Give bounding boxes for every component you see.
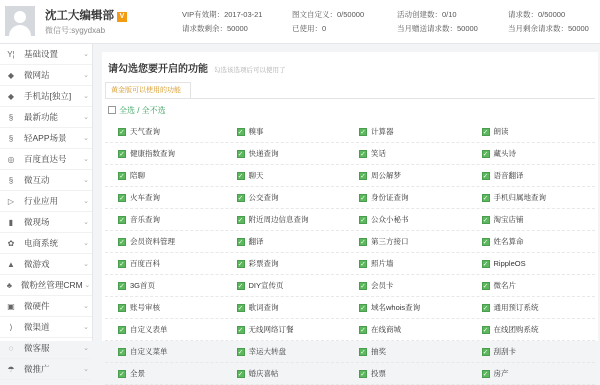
feature-label: 幸运大转盘	[248, 347, 286, 356]
feature-row	[105, 165, 595, 187]
sidebar-item-label: 基础设置	[24, 49, 59, 59]
sidebar-item[interactable]	[0, 191, 92, 212]
feature-label: 投票	[371, 369, 386, 378]
chevron-down-icon: ⌄	[83, 303, 89, 310]
checkbox-checked-icon[interactable]: ✓	[119, 128, 125, 136]
chevron-down-icon: ⌄	[83, 261, 89, 268]
feature-option[interactable]	[105, 165, 228, 186]
checkbox-checked-icon[interactable]: ✓	[237, 216, 244, 224]
sidebar-item-label: 微客服	[24, 343, 50, 353]
chevron-down-icon: ⌄	[83, 93, 89, 100]
sidebar-item-label: 微渠道	[24, 322, 50, 332]
checkbox-checked-icon[interactable]: ✓	[360, 172, 366, 180]
feature-label: 公众小秘书	[371, 215, 409, 224]
feature-row	[105, 363, 595, 385]
feature-row	[105, 275, 595, 297]
sidebar-item-label: 微硬件	[24, 301, 50, 311]
feature-option[interactable]	[105, 297, 228, 318]
chevron-down-icon: ⌄	[83, 72, 89, 79]
vip-badge-icon: V	[117, 12, 127, 22]
tab-gold-features[interactable]: 黄金版可以使用的功能	[105, 82, 191, 99]
feature-label: 手机归属地查询	[493, 193, 546, 202]
feature-option[interactable]	[473, 341, 596, 362]
stat-custom-replies: 图文自定义：0/50000	[292, 10, 365, 19]
checkbox-checked-icon[interactable]: ✓	[119, 282, 125, 290]
feature-row	[105, 187, 595, 209]
checkbox-checked-icon[interactable]: ✓	[237, 150, 244, 158]
feature-option[interactable]	[350, 341, 473, 362]
chevron-down-icon: ⌄	[83, 135, 89, 142]
checkbox-checked-icon[interactable]: ✓	[119, 304, 125, 312]
feature-option[interactable]	[473, 253, 596, 274]
select-all-toggle[interactable]	[108, 105, 166, 116]
checkbox-checked-icon[interactable]: ✓	[237, 370, 244, 378]
feature-label: 刮刮卡	[493, 347, 516, 356]
sidebar-item[interactable]	[0, 44, 92, 65]
feature-label: 快递查询	[248, 149, 279, 158]
feature-label: 火车查询	[130, 193, 160, 202]
sidebar-item-icon: ◎	[7, 154, 15, 164]
feature-row	[105, 231, 595, 253]
checkbox-checked-icon[interactable]: ✓	[482, 260, 489, 268]
sidebar-item-icon: ♣	[6, 280, 13, 290]
sidebar-item-icon: ▷	[7, 196, 15, 206]
feature-option[interactable]	[228, 231, 351, 252]
checkbox-checked-icon[interactable]: ✓	[237, 194, 244, 202]
feature-label: 账号审核	[130, 303, 160, 312]
feature-label: 身份证查询	[371, 193, 409, 202]
feature-option[interactable]	[228, 165, 351, 186]
chevron-down-icon: ⌄	[83, 240, 89, 247]
feature-label: RippleOS	[493, 259, 526, 268]
checkbox-checked-icon[interactable]: ✓	[482, 172, 489, 180]
stat-requests-left: 请求数剩余：50000	[182, 24, 248, 33]
sidebar-item-label: 百度直达号	[24, 154, 67, 164]
feature-label: 聊天	[248, 171, 264, 180]
feature-label: 姓名算命	[493, 237, 524, 246]
sidebar-item[interactable]	[0, 65, 92, 86]
feature-label: 域名whois查询	[371, 303, 421, 312]
sidebar-item[interactable]	[0, 86, 92, 107]
feature-option[interactable]	[350, 319, 473, 340]
account-name-wrap	[45, 7, 127, 23]
checkbox-checked-icon[interactable]: ✓	[482, 348, 489, 356]
chevron-down-icon: ⌄	[83, 177, 89, 184]
feature-label: 全景	[130, 369, 145, 378]
select-all-label: 全选 / 全不选	[119, 106, 166, 115]
checkbox-checked-icon[interactable]: ✓	[119, 194, 125, 202]
sidebar-item-icon: ◆	[7, 70, 15, 80]
checkbox-checked-icon[interactable]: ✓	[360, 238, 366, 246]
feature-option[interactable]	[105, 341, 228, 362]
sidebar-item-icon: ✿	[7, 238, 15, 248]
feature-option[interactable]	[473, 297, 596, 318]
checkbox-checked-icon[interactable]: ✓	[360, 304, 366, 312]
feature-label: 自定义菜单	[130, 347, 168, 356]
feature-option[interactable]	[473, 319, 596, 340]
feature-option[interactable]	[105, 253, 228, 274]
feature-option[interactable]	[105, 143, 228, 164]
feature-label: 婚庆喜帖	[248, 369, 279, 378]
stat-activities-created: 活动创建数：0/10	[397, 10, 457, 19]
sidebar-item[interactable]	[0, 317, 92, 338]
checkbox-checked-icon[interactable]: ✓	[119, 370, 125, 378]
sidebar-item-icon: ▣	[7, 301, 15, 311]
chevron-down-icon: ⌄	[83, 219, 89, 226]
feature-option[interactable]	[228, 253, 351, 274]
feature-option[interactable]	[105, 275, 228, 296]
feature-label: 陪聊	[130, 171, 145, 180]
sidebar-item-icon: ☂	[7, 364, 15, 374]
checkbox-checked-icon[interactable]: ✓	[360, 260, 366, 268]
feature-option[interactable]	[473, 143, 596, 164]
chevron-down-icon: ⌄	[84, 282, 91, 289]
checkbox-checked-icon[interactable]: ✓	[237, 282, 244, 290]
sidebar-item-label: 微互动	[24, 175, 50, 185]
checkbox-checked-icon[interactable]: ✓	[360, 348, 366, 356]
feature-option[interactable]	[228, 341, 351, 362]
feature-label: 公交查询	[248, 193, 279, 202]
sidebar-item-icon: §	[8, 175, 14, 185]
feature-option[interactable]	[105, 187, 228, 208]
feature-option[interactable]	[473, 209, 596, 230]
chevron-down-icon: ⌄	[83, 324, 89, 331]
feature-option[interactable]	[350, 231, 473, 252]
feature-label: 周公解梦	[371, 171, 401, 180]
tab-divider	[105, 98, 595, 99]
chevron-down-icon: ⌄	[83, 114, 89, 121]
feature-row	[105, 341, 595, 363]
feature-option[interactable]	[350, 209, 473, 230]
feature-option[interactable]	[350, 275, 473, 296]
stat-requests: 请求数：0/50000	[508, 10, 566, 19]
feature-label: 无线网络订餐	[248, 325, 294, 334]
feature-label: 糗事	[248, 127, 264, 136]
sidebar-item-label: 最新功能	[24, 112, 59, 122]
feature-label: DIY宣传页	[248, 281, 284, 290]
stat-monthly-remaining: 当月剩余请求数：50000	[508, 24, 589, 33]
feature-option[interactable]	[228, 187, 351, 208]
wechat-id: 微信号:sygydxab	[45, 26, 106, 35]
sidebar-item-label: 电商系统	[24, 238, 59, 248]
sidebar-item-label: 微游戏	[24, 259, 50, 269]
feature-option[interactable]	[228, 363, 351, 384]
checkbox-checked-icon[interactable]: ✓	[482, 128, 489, 136]
checkbox-checked-icon[interactable]: ✓	[360, 370, 366, 378]
feature-option[interactable]	[228, 121, 351, 142]
feature-label: 第三方接口	[371, 237, 409, 246]
sidebar-item-icon: §	[8, 133, 14, 143]
sidebar-item-label: 微粉丝管理CRM	[20, 280, 83, 290]
feature-option[interactable]	[105, 231, 228, 252]
feature-label: 天气查询	[130, 127, 160, 136]
avatar-body-shape	[9, 25, 31, 41]
checkbox-checked-icon[interactable]: ✓	[119, 260, 125, 268]
feature-row	[105, 143, 595, 165]
feature-label: 歌词查询	[248, 303, 279, 312]
chevron-down-icon: ⌄	[83, 51, 89, 58]
feature-option[interactable]	[350, 297, 473, 318]
feature-option[interactable]	[228, 297, 351, 318]
feature-label: 翻译	[248, 237, 264, 246]
checkbox-checked-icon[interactable]: ✓	[482, 370, 489, 378]
checkbox-checked-icon[interactable]: ✓	[237, 172, 244, 180]
feature-option[interactable]	[350, 253, 473, 274]
feature-grid	[105, 121, 595, 385]
feature-option[interactable]	[228, 143, 351, 164]
feature-option[interactable]	[105, 319, 228, 340]
feature-option[interactable]	[473, 275, 596, 296]
feature-option[interactable]	[228, 275, 351, 296]
sidebar-item[interactable]	[0, 233, 92, 254]
sidebar-item-label: 微推广	[24, 364, 50, 374]
sidebar-item-icon: ▲	[7, 259, 15, 269]
feature-row	[105, 297, 595, 319]
sidebar-item[interactable]	[0, 254, 92, 275]
checkbox-checked-icon[interactable]: ✓	[237, 348, 244, 356]
feature-label: 通用预订系统	[493, 303, 539, 312]
checkbox-checked-icon[interactable]: ✓	[482, 150, 489, 158]
feature-option[interactable]	[350, 121, 473, 142]
stat-used: 已使用：0	[292, 24, 327, 33]
feature-option[interactable]	[350, 363, 473, 384]
main-panel	[102, 52, 598, 378]
checkbox-checked-icon[interactable]: ✓	[119, 150, 125, 158]
feature-label: 笑话	[371, 149, 386, 158]
sidebar-item[interactable]	[0, 296, 92, 317]
checkbox-checked-icon[interactable]: ✓	[237, 238, 244, 246]
sidebar-item[interactable]	[0, 170, 92, 191]
sidebar-item[interactable]	[0, 338, 92, 359]
feature-label: 会员卡	[371, 281, 394, 290]
checkbox-checked-icon[interactable]: ✓	[360, 150, 366, 158]
checkbox-checked-icon[interactable]: ✓	[119, 238, 125, 246]
title-row	[108, 59, 286, 77]
feature-label: 淘宝店铺	[493, 215, 524, 224]
avatar-head-shape	[14, 11, 26, 23]
feature-label: 音乐查询	[130, 215, 160, 224]
sidebar-item-label: 轻APP场景	[24, 133, 67, 143]
checkbox-checked-icon[interactable]: ✓	[237, 260, 244, 268]
checkbox-checked-icon[interactable]: ✓	[119, 348, 125, 356]
checkbox-checked-icon[interactable]: ✓	[482, 326, 489, 334]
feature-option[interactable]	[473, 363, 596, 384]
sidebar-item[interactable]	[0, 128, 92, 149]
checkbox-checked-icon[interactable]: ✓	[360, 128, 366, 136]
feature-option[interactable]	[473, 187, 596, 208]
feature-label: 百度百科	[130, 259, 160, 268]
feature-label: 在线商城	[371, 325, 401, 334]
chevron-down-icon: ⌄	[83, 198, 89, 205]
chevron-down-icon: ⌄	[83, 156, 89, 163]
checkbox-checked-icon[interactable]: ✓	[237, 326, 244, 334]
select-all-checkbox[interactable]	[108, 106, 116, 114]
avatar[interactable]	[5, 6, 35, 36]
checkbox-checked-icon[interactable]: ✓	[360, 194, 366, 202]
checkbox-checked-icon[interactable]: ✓	[360, 216, 366, 224]
account-name: 沈工大编辑部	[45, 10, 114, 22]
feature-row	[105, 319, 595, 341]
sidebar-item-icon: ⟩	[9, 322, 13, 332]
sidebar-item-icon: ◆	[7, 91, 15, 101]
feature-label: 健康指数查询	[130, 149, 175, 158]
sidebar-item-label: 微网站	[24, 70, 50, 80]
feature-label: 3G首页	[130, 281, 156, 290]
checkbox-checked-icon[interactable]: ✓	[482, 282, 489, 290]
sidebar-item-label: 手机站[独立]	[24, 91, 72, 101]
feature-option[interactable]	[228, 209, 351, 230]
feature-label: 房产	[493, 369, 509, 378]
feature-option[interactable]	[228, 319, 351, 340]
feature-option[interactable]	[350, 165, 473, 186]
stat-vip-expiry: VIP有效期：2017-03-21	[182, 10, 263, 19]
checkbox-checked-icon[interactable]: ✓	[482, 194, 489, 202]
feature-option[interactable]	[105, 209, 228, 230]
chevron-down-icon: ⌄	[83, 345, 89, 352]
feature-option[interactable]	[473, 165, 596, 186]
checkbox-checked-icon[interactable]: ✓	[482, 304, 489, 312]
sidebar-item-icon: ◌	[8, 343, 14, 353]
sidebar-item-icon: §	[8, 112, 14, 122]
feature-option[interactable]	[473, 231, 596, 252]
checkbox-checked-icon[interactable]: ✓	[482, 238, 489, 246]
feature-label: 在线团购系统	[493, 325, 539, 334]
feature-row	[105, 253, 595, 275]
sidebar-item[interactable]	[0, 275, 92, 296]
feature-label: 计算器	[371, 127, 394, 136]
sidebar-item-icon: Y¦	[7, 49, 15, 59]
feature-label: 照片墙	[371, 259, 394, 268]
sidebar-item[interactable]	[0, 107, 92, 128]
feature-row	[105, 209, 595, 231]
feature-label: 微名片	[493, 281, 516, 290]
feature-label: 语音翻译	[493, 171, 524, 180]
feature-option[interactable]	[473, 121, 596, 142]
checkbox-checked-icon[interactable]: ✓	[360, 282, 366, 290]
page-title: 请勾选您要开启的功能	[108, 64, 208, 75]
feature-label: 自定义表单	[130, 325, 168, 334]
feature-option[interactable]	[350, 187, 473, 208]
sidebar-item-label: 行业应用	[24, 196, 59, 206]
feature-label: 会员资料管理	[130, 237, 175, 246]
feature-label: 藏头诗	[493, 149, 516, 158]
feature-label: 抽奖	[371, 347, 386, 356]
sidebar-item-label: 微现场	[24, 217, 50, 227]
feature-label: 彩票查询	[248, 259, 279, 268]
chevron-down-icon: ⌄	[83, 366, 89, 373]
checkbox-checked-icon[interactable]: ✓	[482, 216, 489, 224]
feature-option[interactable]	[350, 143, 473, 164]
checkbox-checked-icon[interactable]: ✓	[237, 304, 244, 312]
sidebar-item[interactable]	[0, 149, 92, 170]
sidebar-item[interactable]	[0, 212, 92, 233]
sidebar-item[interactable]	[0, 359, 92, 380]
page-hint: 勾选该选项后可以使用了	[214, 67, 286, 74]
checkbox-checked-icon[interactable]: ✓	[119, 172, 125, 180]
feature-label: 朗读	[493, 127, 509, 136]
sidebar-item-icon: ▮	[8, 217, 14, 227]
stat-monthly-requests: 当月赠送请求数：50000	[397, 24, 478, 33]
checkbox-checked-icon[interactable]: ✓	[119, 326, 125, 334]
feature-option[interactable]	[105, 121, 228, 142]
checkbox-checked-icon[interactable]: ✓	[119, 216, 125, 224]
checkbox-checked-icon[interactable]: ✓	[237, 128, 244, 136]
top-header	[0, 0, 600, 44]
feature-row	[105, 121, 595, 143]
feature-label: 附近周边信息查询	[248, 215, 309, 224]
feature-option[interactable]	[105, 363, 228, 384]
checkbox-checked-icon[interactable]: ✓	[360, 326, 366, 334]
sidebar-nav	[0, 44, 93, 374]
